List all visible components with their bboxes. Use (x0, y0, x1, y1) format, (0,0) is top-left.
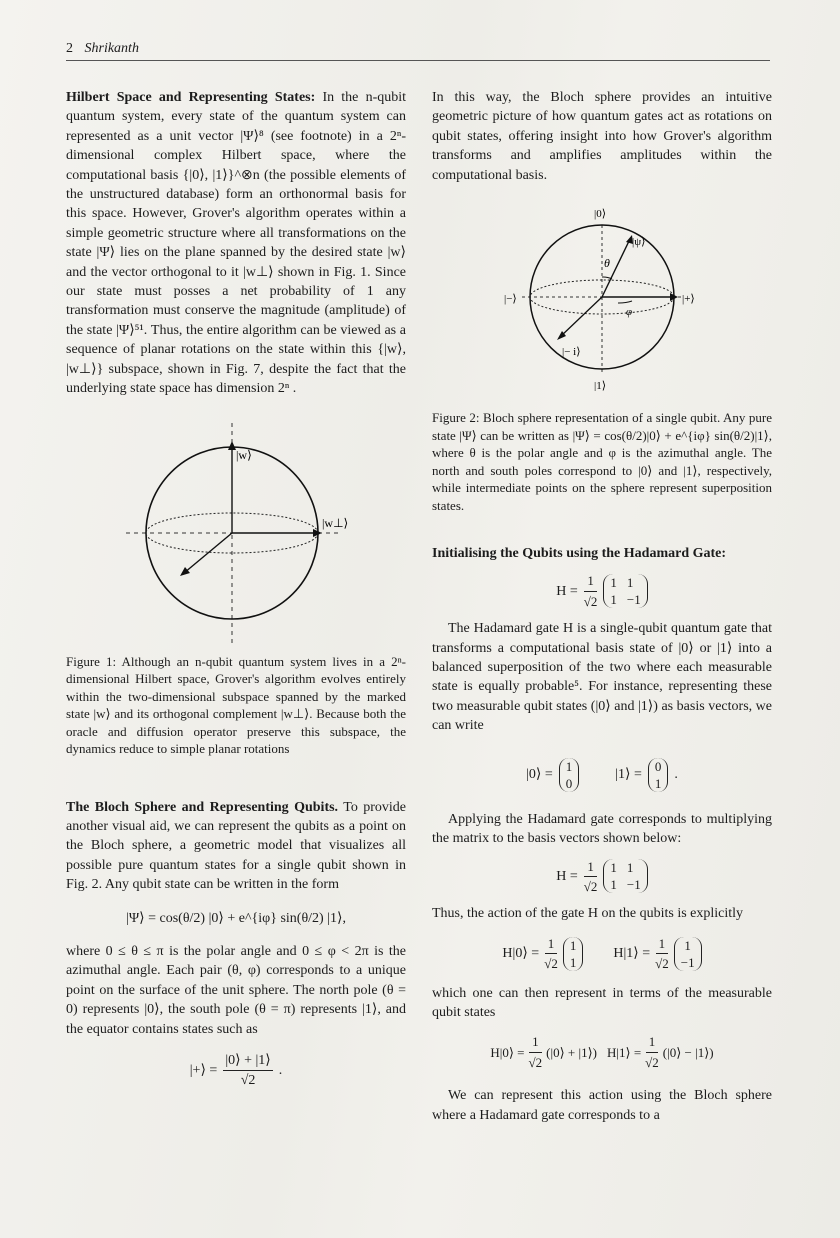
running-header (66, 41, 770, 57)
h-m10: 1 (610, 592, 617, 608)
h0-vector (563, 937, 584, 971)
h-frac-den: √2 (583, 593, 598, 609)
figure-1-caption: Figure 1: Although an n-qubit quantum system lives in a 2ⁿ-dimensional Hilbert space, Grover's algorithm evolves entirely within the two-dimensional subspace spanned by the marked state |w⟩ and its orthogonal complement |w⊥⟩. Because both the oracle and diffusion operator preserve this subspace, the dynamics reduce to simple planar rotations (66, 653, 406, 756)
h-lhs: H = (556, 583, 578, 599)
h-fraction (584, 571, 598, 611)
h0s-lhs: H|0⟩ = (490, 1044, 525, 1060)
h-m00: 1 (610, 575, 617, 591)
left-column (66, 88, 406, 1091)
h0-v1: 1 (569, 954, 577, 970)
figure-2-caption: Figure 2: Bloch sphere representation of a single qubit. Any pure state |Ψ⟩ can be written as |Ψ⟩ = cos(θ/2)|0⟩ + e^{iφ} sin(θ/2)|1⟩, where θ is the polar angle and φ is the azimuthal angle. The north and south poles correspond to |0⟩ and |1⟩, respectively, while intermediate points on the sphere represent superposition states. (432, 410, 772, 513)
bloch-heading: The Bloch Sphere and Representing Qubits. (66, 799, 339, 815)
bloch-body: To provide another visual aid, we can represent the qubits as a point on the Bloch sphere, a geometric model that visualizes all possible pure quantum states for a single qubit shown in Fig. 2. Any qubit state can be written in the form (66, 799, 407, 893)
h-matrix (603, 574, 647, 608)
h2-m00: 1 (610, 860, 617, 876)
h-action-states-eq (432, 1032, 772, 1072)
ket1-lhs: |1⟩ = (615, 766, 642, 782)
h0-frac-num: 1 (545, 934, 558, 954)
author-name: Shrikanth (84, 41, 139, 56)
fig1-label-wperp: |w⊥⟩ (322, 515, 349, 530)
h1-v1: −1 (680, 954, 695, 970)
plus-fraction (223, 1051, 272, 1091)
h0-v0: 1 (569, 937, 577, 953)
hilbert-heading: Hilbert Space and Representing States: (66, 90, 316, 105)
hadamard-matrix-eq-1 (432, 571, 772, 611)
h0-frac-den: √2 (544, 956, 558, 972)
h1s-rhs: (|0⟩ − |1⟩) (662, 1044, 714, 1060)
page-number: 2 (66, 41, 73, 56)
h2-frac-den: √2 (583, 878, 598, 894)
h0s-frac-num: 1 (529, 1032, 542, 1052)
ket0-vector (559, 758, 580, 792)
fig2-label-psi: |ψ⟩ (632, 236, 646, 249)
fig2-label-bottom: |1⟩ (594, 380, 606, 392)
ket1-v0: 0 (654, 758, 662, 774)
bloch-paragraph (66, 798, 406, 895)
basis-vectors-eq: |0⟩ = 1 0 |1⟩ = 0 1 . (526, 758, 678, 791)
hadamard-body: The Hadamard gate H is a single-qubit quantum gate that transforms a computational basis state of |0⟩ or |1⟩ into a balanced superposition of the two where each measurable state is equally probable⁵. For instance, representing these two measurable qubit states (|0⟩ and |1⟩) as basis vectors, we can write (432, 621, 772, 734)
hadamard-heading-text: Initialising the Qubits using the Hadamard Gate: (432, 546, 727, 562)
fig2-label-phi: φ (626, 306, 633, 319)
thus-body: Thus, the action of the gate H on the qubits is explicitly (432, 906, 744, 922)
right-intro: In this way, the Bloch sphere provides an intuitive geometric picture of how quantum gates act as rotations on qubit states, offering insight into how Grover's algorithm transforms and amplifies amplitudes within the computational basis. (432, 90, 772, 183)
h2-frac-num: 1 (584, 857, 597, 877)
bloch-equation: |Ψ⟩ = cos(θ/2) |0⟩ + e^{iφ} sin(θ/2) |1⟩, (126, 910, 346, 926)
fig2-label-minus: |−⟩ (504, 293, 517, 306)
hilbert-body: In the n-qubit quantum system, every state of the quantum system can represented as a unit vector |Ψ⟩⁸ (see footnote) in a 2ⁿ-dimensional complex Hilbert space, where the computational basis {|0⟩, |1⟩}^⊗n (the possible elements of the unstructured database) form an orthonormal basis for this space. However, Grover's algorithm operates within a simple geometric structure where all transformations on the state |Ψ⟩ lies on the plane spanned by the desired state |w⟩ and the vector orthogonal to it |w⊥⟩ shown in Fig. 1. Since our state must posses a net probability of 1 any transformation must conserve the magnitude (amplitude) of the state |Ψ⟩⁵¹. Thus, the entire algorithm can be viewed as a sequence of planar rotations on the state within this {|w⟩, |w⊥⟩} subspace, shown in Fig. 7, despite the fact that the underlying state space has dimension 2ⁿ . (66, 90, 407, 397)
ket0-lhs: |0⟩ = (526, 766, 553, 782)
ket1-v1: 1 (654, 775, 662, 791)
ket0-v0: 1 (565, 758, 573, 774)
h1-frac-num: 1 (656, 934, 669, 954)
fig2-label-plus: |+⟩ (682, 293, 695, 306)
h-m01: 1 (626, 575, 634, 591)
plus-lhs: |+⟩ = (189, 1063, 218, 1079)
header-rule (66, 60, 770, 61)
h2-m11: −1 (626, 877, 641, 893)
plus-numerator: |0⟩ + |1⟩ (223, 1051, 272, 1071)
h-m11: −1 (626, 592, 641, 608)
h2-matrix (603, 859, 647, 893)
fig2-label-theta: θ (604, 256, 610, 271)
final-body: We can represent this action using the Bloch sphere where a Hadamard gate corresponds to a (432, 1088, 772, 1123)
h2-m10: 1 (610, 877, 617, 893)
bloch-body-2: where 0 ≤ θ ≤ π is the polar angle and 0 ≤ φ < 2π is the azimuthal angle. Each pair (θ, φ) corresponds to a unique point on the surface of the unit sphere. The north pole (θ = 0) represents |0⟩, the south pole (θ = π) represents |1⟩, and the equator contains states such as (66, 943, 406, 1037)
h1s-frac-den: √2 (645, 1054, 659, 1070)
h1-lhs: H|1⟩ = (613, 945, 651, 961)
h-action-vectors-eq (432, 934, 772, 974)
plus-state-equation: |+⟩ = $\frac{|0⟩ + |1⟩}{√2}$ . (66, 1051, 406, 1091)
applying-body: Applying the Hadamard gate corresponds to multiplying the matrix to the basis vectors shown below: (432, 811, 772, 847)
hadamard-heading (432, 544, 772, 563)
h1s-lhs: H|1⟩ = (607, 1044, 642, 1060)
h1s-frac-num: 1 (646, 1032, 659, 1052)
plus-denominator: √2 (240, 1073, 256, 1089)
hilbert-paragraph (66, 88, 406, 399)
ket1-vector (648, 758, 669, 792)
h0s-rhs: (|0⟩ + |1⟩) (546, 1044, 597, 1060)
fig2-label-minus-i: |− i⟩ (562, 346, 581, 359)
fig2-label-top: |0⟩ (594, 208, 606, 221)
h1-frac-den: √2 (655, 956, 669, 972)
h-frac-num: 1 (584, 571, 597, 591)
h2-lhs: H = (556, 868, 578, 884)
h2-fraction (584, 857, 598, 897)
hadamard-matrix-eq-2 (432, 857, 772, 897)
fig1-label-w: |w⟩ (236, 447, 252, 462)
which-body: which one can then represent in terms of the measurable qubit states (432, 985, 772, 1020)
h1-vector (674, 937, 702, 971)
h1-v0: 1 (684, 937, 691, 953)
h0s-frac-den: √2 (528, 1054, 543, 1070)
right-column (432, 88, 772, 1125)
ket0-v1: 0 (565, 775, 573, 791)
figure-1 (66, 423, 406, 645)
h0-lhs: H|0⟩ = (502, 945, 540, 961)
figure-2 (432, 205, 772, 391)
h2-m01: 1 (626, 860, 634, 876)
